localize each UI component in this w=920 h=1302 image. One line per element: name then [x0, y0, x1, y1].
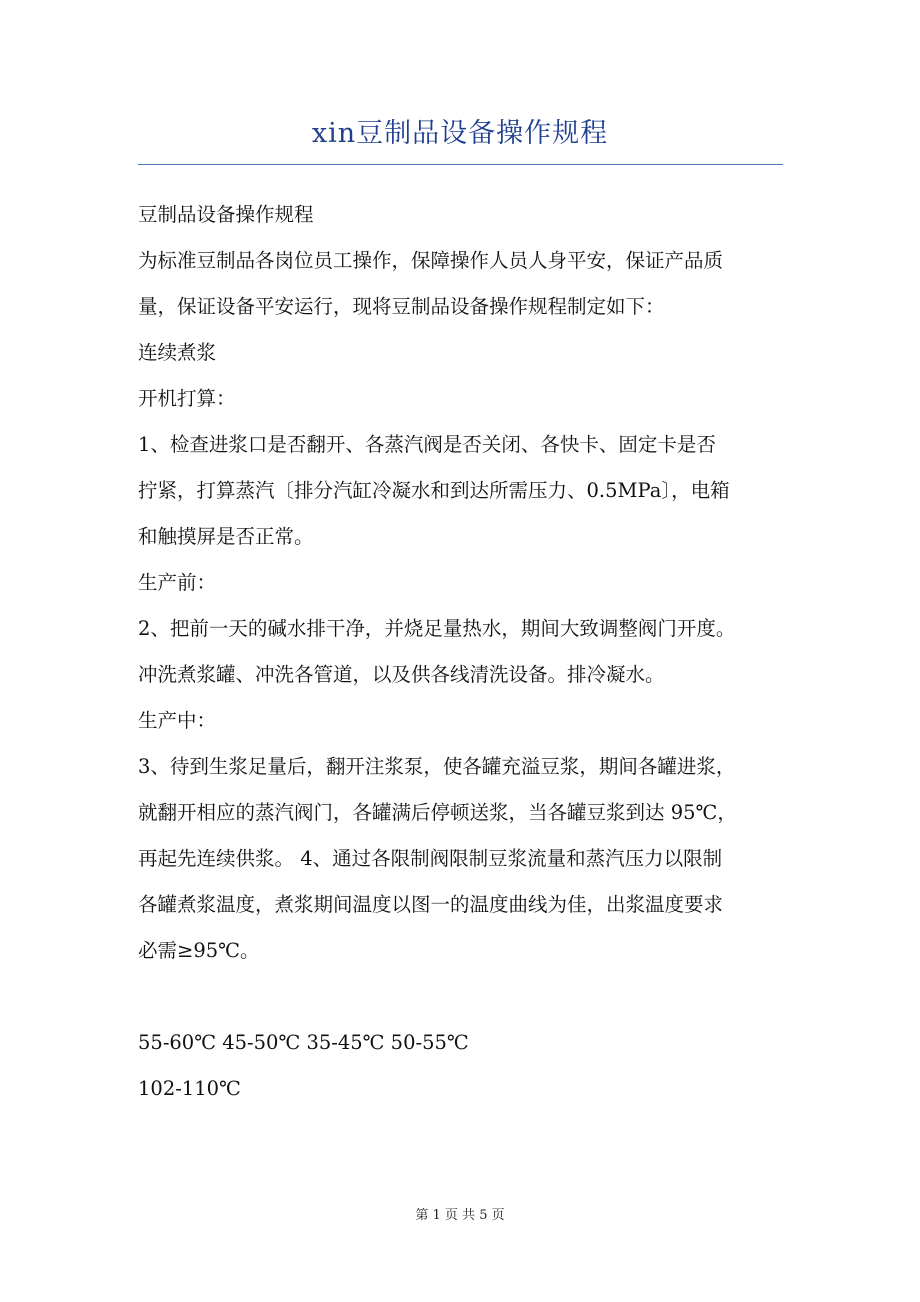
temperature-line: 102-110℃: [138, 1077, 241, 1100]
document-body: [138, 192, 798, 1112]
section-heading: 连续煮浆: [138, 341, 217, 364]
body-line: 冲洗煮浆罐、冲洗各管道，以及供各线清洗设备。排冷凝水。: [138, 663, 665, 686]
body-line: 和触摸屏是否正常。: [138, 525, 314, 548]
section-heading: 开机打算：: [138, 387, 236, 410]
section-heading: 生产前：: [138, 571, 217, 594]
temperature-line: 55-60℃ 45-50℃ 35-45℃ 50-55℃: [138, 1031, 469, 1054]
body-line: 1、检查进浆口是否翻开、各蒸汽阀是否关闭、各快卡、固定卡是否: [138, 433, 716, 456]
paragraph-gap: [138, 974, 798, 1020]
body-line: 豆制品设备操作规程: [138, 203, 314, 226]
document-title: xin豆制品设备操作规程: [311, 118, 609, 149]
title-underline: [138, 164, 783, 165]
body-line: 各罐煮浆温度，煮浆期间温度以图一的温度曲线为佳，出浆温度要求: [138, 893, 724, 916]
body-line: 必需≥95℃。: [138, 939, 260, 962]
body-line: 就翻开相应的蒸汽阀门，各罐满后停顿送浆，当各罐豆浆到达 95℃，: [138, 801, 737, 824]
page-footer: 第 1 页 共 5 页: [415, 1208, 505, 1223]
body-line: 为标准豆制品各岗位员工操作，保障操作人员人身平安，保证产品质: [138, 249, 724, 272]
body-line: 再起先连续供浆。 4、通过各限制阀限制豆浆流量和蒸汽压力以限制: [138, 847, 723, 870]
body-line: 3、待到生浆足量后，翻开注浆泵，使各罐充溢豆浆，期间各罐进浆，: [138, 755, 736, 778]
body-line: 量，保证设备平安运行，现将豆制品设备操作规程制定如下：: [138, 295, 665, 318]
body-line: 2、把前一天的碱水排干净，并烧足量热水，期间大致调整阀门开度。: [138, 617, 736, 640]
section-heading: 生产中：: [138, 709, 217, 732]
body-line: 拧紧，打算蒸汽〔排分汽缸冷凝水和到达所需压力、0.5MPa〕，电箱: [138, 479, 730, 502]
